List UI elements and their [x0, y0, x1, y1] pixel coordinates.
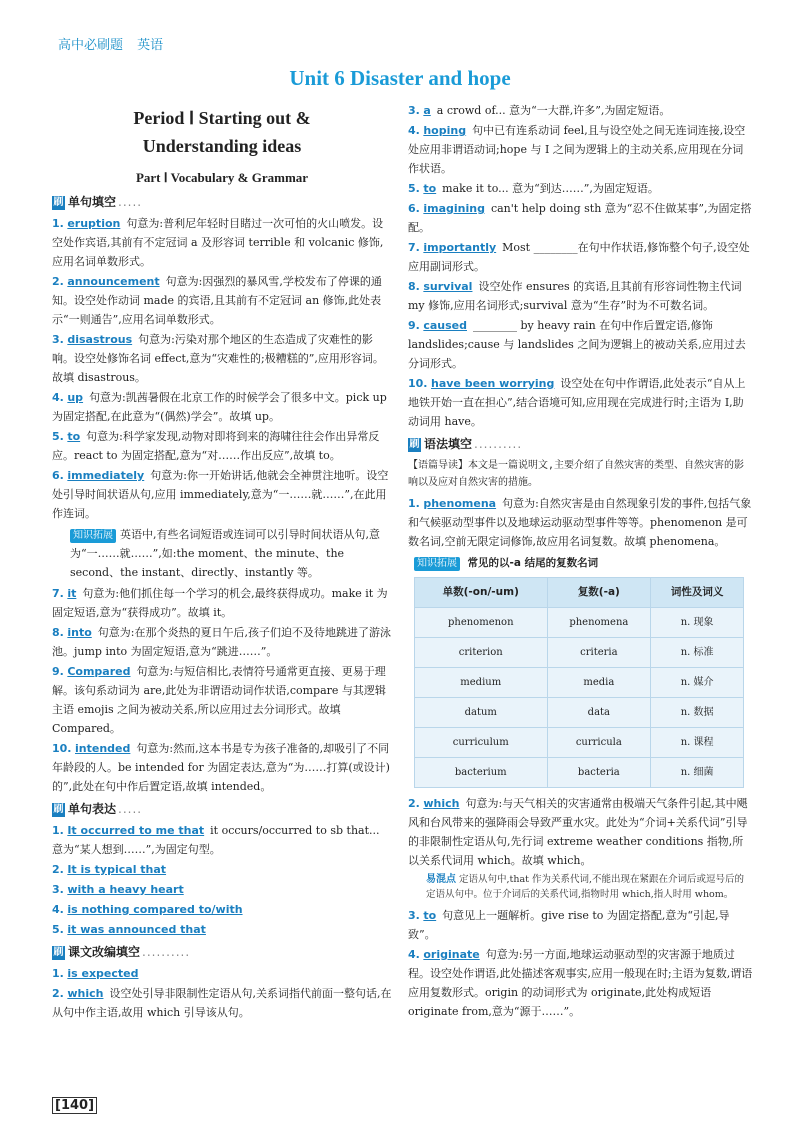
answer-item: [52, 739, 392, 796]
plural-nouns-table: [414, 577, 744, 788]
knowledge-text: 英语中,有些名词短语或连词可以引导时间状语从句,意为“一……就……”,如:the moment、the minute、the second、the instant、directly、instantly 等。: [70, 528, 380, 579]
table-body: [415, 608, 744, 788]
section-header-text-adaptation: [52, 943, 392, 962]
answer-text: a: [423, 104, 431, 117]
explanation-text: make it to... 意为“到达……”,为固定短语。: [442, 182, 659, 195]
table-cell: bacterium: [415, 758, 548, 788]
item-number: 3.: [52, 333, 64, 346]
unit-title: Unit 6 Disaster and hope: [289, 66, 511, 90]
item-number: 9.: [52, 665, 64, 678]
table-row: [415, 728, 744, 758]
table-cell: n. 标准: [651, 638, 744, 668]
table-cell: medium: [415, 668, 548, 698]
explanation-text: Most ________在句中作状语,修饰整个句子,设空处应用副词形式。: [408, 241, 750, 273]
table-cell: bacteria: [547, 758, 651, 788]
explanation-text: 句意为:在那个炎热的夏日午后,孩子们迫不及待地跳进了游泳池。jump into 为固定短语,意为“跳进……”。: [52, 626, 391, 658]
answer-item: [408, 101, 753, 120]
table-header-cell: 词性及词义: [651, 578, 744, 608]
answer-text: announcement: [67, 275, 160, 288]
answer-text: hoping: [423, 124, 467, 137]
answer-text: with a heavy heart: [67, 883, 184, 896]
table-cell: criterion: [415, 638, 548, 668]
answer-item: [52, 662, 392, 738]
item-number: 4.: [52, 903, 64, 916]
explanation-text: 句意为:另一方面,地球运动驱动型的灾害源于地质过程。设空处作谓语,此处描述客观事实,应用一般现在时;主语为复数,谓语应用复数形式。origin 的动词形式为 originate,此处构成短语 originate from,意为“源于……”。: [408, 948, 753, 1018]
table-cell: curriculum: [415, 728, 548, 758]
table-cell: phenomenon: [415, 608, 548, 638]
dots-decoration: .....: [118, 195, 143, 209]
table-cell: phenomena: [547, 608, 651, 638]
expression-list: [52, 821, 392, 939]
table-cell: data: [547, 698, 651, 728]
explanation-text: 句意为:科学家发现,动物对即将到来的海啸往往会作出异常反应。react to 为固定搭配,意为“对……作出反应”,故填 to。: [52, 430, 380, 462]
answer-text: Compared: [67, 665, 131, 678]
explanation-text: 句意为:与天气相关的灾害通常由极端天气条件引起,其中飓风和台风带来的强降雨会导致严重水灾。此处为“介词+关系代词”引导的非限制性定语从句,先行词 extreme weather conditions 指物,所以关系代词用 which。故填 which。: [408, 797, 748, 867]
answer-item: [408, 277, 753, 315]
table-row: [415, 608, 744, 638]
item-number: 8.: [52, 626, 64, 639]
book-title: 高中必刷题: [58, 38, 124, 53]
answer-item: [52, 880, 392, 899]
grammar-list-2: [408, 794, 753, 870]
subject-label: 英语: [137, 38, 164, 53]
left-column: [52, 100, 392, 1023]
item-number: 8.: [408, 280, 420, 293]
answer-item: [408, 374, 753, 431]
answer-item: [52, 330, 392, 387]
answer-text: is expected: [67, 967, 139, 980]
table-cell: n. 数据: [651, 698, 744, 728]
fill-in-list: [52, 214, 392, 796]
table-row: [415, 758, 744, 788]
item-number: 3.: [408, 909, 420, 922]
answer-item: [52, 466, 392, 523]
explanation-text: 设空处引导非限制性定语从句,关系词指代前面一整句话,在从句中作主语,故用 which 引导该从句。: [52, 987, 392, 1019]
answer-text: It is typical that: [67, 863, 167, 876]
table-cell: n. 现象: [651, 608, 744, 638]
answer-text: originate: [423, 948, 480, 961]
answer-item: [52, 964, 392, 983]
adaptation-list-continued: [408, 101, 753, 431]
answer-item: [52, 584, 392, 622]
knowledge-tag: 知识拓展: [70, 529, 116, 543]
answer-item: [408, 494, 753, 551]
item-number: 5.: [408, 182, 420, 195]
item-number: 10.: [408, 377, 428, 390]
table-row: [415, 668, 744, 698]
grammar-list: [408, 494, 753, 551]
answer-item: [52, 272, 392, 329]
explanation-text: 句意为:你一开始讲话,他就会全神贯注地听。设空处引导时间状语从句,应用 immediately,意为“一……就……”,在此用作连词。: [52, 469, 389, 520]
note-text: 定语从句中,that 作为关系代词,不能出现在紧跟在介词后或逗号后的定语从句中。位于介词后的关系代词,指物时用 which,指人时用 whom。: [426, 874, 744, 900]
item-number: 1.: [408, 497, 420, 510]
explanation-text: a crowd of... 意为“一大群,许多”,为固定短语。: [436, 104, 671, 117]
section-title: 单句填空: [68, 195, 117, 209]
explanation-text: 句意为:污染对那个地区的生态造成了灾难性的影响。设空处修饰名词 effect,意为“灾难性的;极糟糕的”,应用形容词。故填 disastrous。: [52, 333, 384, 384]
item-number: 5.: [52, 923, 64, 936]
item-number: 2.: [52, 863, 64, 876]
answer-item: [408, 794, 753, 870]
right-column: [408, 100, 753, 1022]
item-number: 1.: [52, 217, 64, 230]
table-cell: criteria: [547, 638, 651, 668]
table-header-cell: 单数(-on/-um): [415, 578, 548, 608]
table-cell: n. 课程: [651, 728, 744, 758]
explanation-text: 句意为:然而,这本书是专为孩子准备的,却吸引了不同年龄段的人。be intended for 为固定表达,意为“为……打算(或设计)的”,此处在句中作后置定语,故填 intended。: [52, 742, 390, 793]
passage-intro: 【语篇导读】本文是一篇说明文,主要介绍了自然灾害的类型、自然灾害的影响以及应对自然灾害的措施。: [408, 460, 745, 488]
answer-item: [52, 900, 392, 919]
explanation-text: 句意见上一题解析。give rise to 为固定搭配,意为“引起,导致”。: [408, 909, 730, 941]
table-row: [415, 698, 744, 728]
brush-icon: 刷: [53, 946, 64, 958]
item-number: 7.: [52, 587, 64, 600]
table-cell: n. 媒介: [651, 668, 744, 698]
answer-item: [52, 388, 392, 426]
period-line-1: Period Ⅰ Starting out &: [133, 108, 311, 128]
answer-item: [408, 179, 753, 198]
answer-text: it was announced that: [67, 923, 206, 936]
explanation-text: 句意为:因强烈的暴风雪,学校发布了停课的通知。设空处作动词 made 的宾语,且其前有不定冠词 an 修饰,此处表示“一则通告”,应用名词单数形式。: [52, 275, 382, 326]
answer-text: importantly: [423, 241, 497, 254]
explanation-text: 句意为:凯茜暑假在北京工作的时候学会了很多中文。pick up 为固定搭配,在此意为“(偶然)学会”。故填 up。: [52, 391, 387, 423]
explanation-text: 设空处在句中作谓语,此处表示“自从上地铁开始一直在担心”,结合语境可知,应用现在完成进行时;主语为 I,助动词用 have。: [408, 377, 746, 428]
item-number: 2.: [408, 797, 420, 810]
brush-icon: 刷: [53, 803, 64, 815]
confusion-note: [426, 872, 753, 902]
answer-item: [52, 427, 392, 465]
answer-text: intended: [75, 742, 131, 755]
explanation-text: 设空处作 ensures 的宾语,且其前有形容词性物主代词 my 修饰,应用名词形式;survival 意为“生存”时为不可数名词。: [408, 280, 742, 312]
item-number: 7.: [408, 241, 420, 254]
explanation-text: 句意为:与短信相比,表情符号通常更直接、更易于理解。该句系动词为 are,此处为非谓语动词作状语,compare 与其逻辑主语 emojis 之间为被动关系,所以应用过去分词形式。故填 Compared。: [52, 665, 386, 735]
item-number: 4.: [408, 124, 420, 137]
answer-text: up: [67, 391, 84, 404]
section-header-expression: [52, 800, 392, 819]
answer-item: [408, 906, 753, 944]
part-title: Part Ⅰ Vocabulary & Grammar: [135, 170, 309, 185]
explanation-text: 句意为:自然灾害是由自然现象引发的事件,包括气象和气候驱动型事件以及地球运动驱动型事件等等。phenomenon 是可数名词,空前无限定词修饰,故应用名词复数。故填 phenomena。: [408, 497, 752, 548]
answer-text: immediately: [67, 469, 145, 482]
item-number: 10.: [52, 742, 72, 755]
note-tag: 易混点: [426, 874, 456, 885]
item-number: 9.: [408, 319, 420, 332]
dots-decoration: ..........: [474, 437, 523, 451]
answer-text: it: [67, 587, 77, 600]
answer-text: disastrous: [67, 333, 133, 346]
answer-text: is nothing compared to/with: [67, 903, 243, 916]
answer-text: which: [67, 987, 104, 1000]
explanation-text: can't help doing sth 意为“忍不住做某事”,为固定搭配。: [408, 202, 752, 234]
answer-text: into: [67, 626, 92, 639]
table-row: [415, 638, 744, 668]
answer-item: [408, 199, 753, 237]
item-number: 2.: [52, 275, 64, 288]
item-number: 3.: [52, 883, 64, 896]
answer-item: [52, 984, 392, 1022]
item-number: 1.: [52, 824, 64, 837]
answer-text: survival: [423, 280, 473, 293]
answer-item: [52, 214, 392, 271]
explanation-text: 句中已有连系动词 feel,且与设空处之间无连词连接,设空处应用非谓语动词;hope 与 I 之间为逻辑上的主动关系,应用现在分词作状语。: [408, 124, 746, 175]
adaptation-list: [52, 964, 392, 1022]
item-number: 6.: [408, 202, 420, 215]
answer-text: phenomena: [423, 497, 497, 510]
answer-text: which: [423, 797, 460, 810]
answer-item: [408, 316, 753, 373]
explanation-text: 句意为:他们抓住每一个学习的机会,最终获得成功。make it 为固定短语,意为“获得成功”。故填 it。: [52, 587, 388, 619]
table-cell: media: [547, 668, 651, 698]
section-header-grammar: [408, 435, 753, 454]
item-number: 3.: [408, 104, 420, 117]
answer-item: [52, 821, 392, 859]
answer-text: to: [423, 909, 437, 922]
dots-decoration: ..........: [142, 945, 191, 959]
section-title: 语法填空: [424, 437, 473, 451]
item-number: 5.: [52, 430, 64, 443]
brush-icon: 刷: [53, 196, 64, 208]
item-number: 1.: [52, 967, 64, 980]
brush-icon: 刷: [409, 438, 420, 450]
answer-text: It occurred to me that: [67, 824, 205, 837]
explanation-text: 句意为:普利尼年轻时目睹过一次可怕的火山喷发。设空处作宾语,其前有不定冠词 a 及形容词 terrible 和 volcanic 修饰,应用名词单数形式。: [52, 217, 384, 268]
section-title: 课文改编填空: [68, 945, 141, 959]
table-header-row: [415, 578, 744, 608]
knowledge-box-2: [414, 553, 753, 573]
table-cell: datum: [415, 698, 548, 728]
explanation-text: ________ by heavy rain 在句中作后置定语,修饰 landslides;cause 与 landslides 之间为逻辑上的被动关系,应用过去分词形式。: [408, 319, 746, 370]
table-cell: n. 细菌: [651, 758, 744, 788]
page-number: [140]: [52, 1097, 97, 1114]
period-line-2: Understanding ideas: [142, 136, 302, 156]
answer-item: [52, 623, 392, 661]
answer-item: [408, 238, 753, 276]
table-cell: curricula: [547, 728, 651, 758]
answer-text: eruption: [67, 217, 121, 230]
grammar-list-3: [408, 906, 753, 1021]
answer-item: [52, 860, 392, 879]
item-number: 2.: [52, 987, 64, 1000]
page-header: [58, 34, 173, 53]
period-title: [52, 104, 392, 160]
answer-item: [52, 920, 392, 939]
answer-text: caused: [423, 319, 467, 332]
table-header-cell: 复数(-a): [547, 578, 651, 608]
item-number: 6.: [52, 469, 64, 482]
answer-item: [408, 945, 753, 1021]
section-header-fill-in: [52, 193, 392, 212]
knowledge-title: 常见的以-a 结尾的复数名词: [467, 557, 599, 569]
answer-text: have been worrying: [431, 377, 555, 390]
answer-text: to: [67, 430, 81, 443]
answer-text: imagining: [423, 202, 485, 215]
answer-text: to: [423, 182, 437, 195]
item-number: 4.: [408, 948, 420, 961]
dots-decoration: .....: [118, 802, 143, 816]
answer-item: [408, 121, 753, 178]
section-title: 单句表达: [68, 802, 117, 816]
item-number: 4.: [52, 391, 64, 404]
knowledge-box-1: [70, 525, 392, 582]
explanation-text: it occurs/occurred to sb that... 意为“某人想到……”,为固定句型。: [52, 824, 380, 856]
knowledge-tag: 知识拓展: [414, 557, 460, 571]
